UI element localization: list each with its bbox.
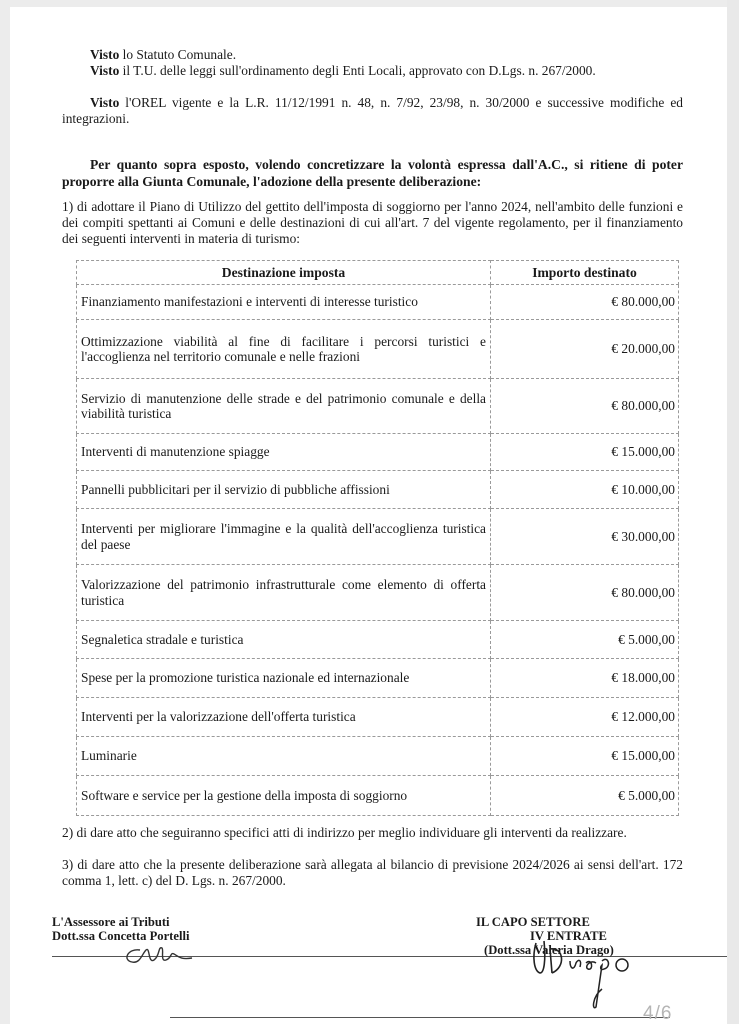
destination-table bbox=[76, 260, 679, 816]
table-row bbox=[77, 776, 679, 816]
table-row bbox=[77, 565, 679, 621]
row-amount: € 12.000,00 bbox=[491, 698, 679, 737]
row-destination: Pannelli pubblicitari per il servizio di pubbliche affissioni bbox=[77, 471, 491, 509]
point-2: 2) di dare atto che seguiranno specifici atti di indirizzo per meglio individuare gli interventi da realizzare. bbox=[62, 825, 627, 840]
table-row bbox=[77, 509, 679, 565]
row-amount: € 15.000,00 bbox=[491, 737, 679, 776]
handwritten-signature-left bbox=[120, 942, 200, 972]
row-destination: Ottimizzazione viabilità al fine di facilitare i percorsi turistici e l'accoglienza nel territorio comunale e nelle frazioni bbox=[77, 320, 491, 379]
row-amount: € 20.000,00 bbox=[491, 320, 679, 379]
page-indicator: 4/6 bbox=[643, 1003, 673, 1024]
row-destination: Interventi per migliorare l'immagine e la qualità dell'accoglienza turistica del paese bbox=[77, 509, 491, 565]
row-amount: € 30.000,00 bbox=[491, 509, 679, 565]
premise-statuto: Visto lo Statuto Comunale. bbox=[90, 47, 237, 62]
premise-orel: Visto l'OREL vigente e la L.R. 11/12/1991 n. 48, n. 7/92, 23/98, n. 30/2000 e successive modifiche ed integrazioni. bbox=[62, 95, 683, 126]
row-amount: € 15.000,00 bbox=[491, 434, 679, 471]
row-amount: € 80.000,00 bbox=[491, 285, 679, 320]
header-destination: Destinazione imposta bbox=[77, 261, 491, 285]
table-header-row bbox=[77, 261, 679, 285]
row-amount: € 10.000,00 bbox=[491, 471, 679, 509]
point-1: 1) di adottare il Piano di Utilizzo del gettito dell'imposta di soggiorno per l'anno 2024, nell'ambito delle funzioni e dei compiti spettanti ai Comuni e delle destinazioni di cui all'art. 7 del vigente regolamento, per il finanziamento dei seguenti interventi in materia di turismo: bbox=[62, 199, 683, 246]
row-amount: € 18.000,00 bbox=[491, 659, 679, 698]
table-row bbox=[77, 698, 679, 737]
row-destination: Interventi per la valorizzazione dell'offerta turistica bbox=[77, 698, 491, 737]
signature-block-left bbox=[52, 915, 189, 943]
table-row bbox=[77, 471, 679, 509]
handwritten-signature-right bbox=[530, 937, 640, 1017]
row-destination: Finanziamento manifestazioni e interventi di interesse turistico bbox=[77, 285, 491, 320]
document-page bbox=[10, 7, 727, 1024]
signature-line-lower bbox=[170, 1017, 670, 1018]
table-row bbox=[77, 621, 679, 659]
table-row bbox=[77, 379, 679, 434]
table-row bbox=[77, 737, 679, 776]
table-row bbox=[77, 434, 679, 471]
row-destination: Luminarie bbox=[77, 737, 491, 776]
header-amount: Importo destinato bbox=[491, 261, 679, 285]
row-amount: € 5.000,00 bbox=[491, 621, 679, 659]
table-row bbox=[77, 320, 679, 379]
point-3: 3) di dare atto che la presente deliberazione sarà allegata al bilancio di previsione 2024/2026 ai sensi dell'art. 172 comma 1, lett. c) del D. Lgs. n. 267/2000. bbox=[62, 857, 683, 888]
signer-right-department: IV ENTRATE bbox=[530, 929, 607, 943]
row-amount: € 80.000,00 bbox=[491, 565, 679, 621]
row-amount: € 80.000,00 bbox=[491, 379, 679, 434]
viewer-scrollbar[interactable] bbox=[727, 0, 739, 1024]
table-row bbox=[77, 659, 679, 698]
signer-right-name: (Dott.ssa Valeria Drago) bbox=[484, 943, 614, 957]
row-destination: Valorizzazione del patrimonio infrastrutturale come elemento di offerta turistica bbox=[77, 565, 491, 621]
row-destination: Software e service per la gestione della imposta di soggiorno bbox=[77, 776, 491, 816]
row-destination: Spese per la promozione turistica nazionale ed internazionale bbox=[77, 659, 491, 698]
signer-right-title: IL CAPO SETTORE bbox=[476, 915, 590, 929]
signer-left-name: Dott.ssa Concetta Portelli bbox=[52, 929, 190, 943]
row-destination: Interventi di manutenzione spiagge bbox=[77, 434, 491, 471]
row-amount: € 5.000,00 bbox=[491, 776, 679, 816]
row-destination: Servizio di manutenzione delle strade e del patrimonio comunale e della viabilità turistica bbox=[77, 379, 491, 434]
table-row bbox=[77, 285, 679, 320]
row-destination: Segnaletica stradale e turistica bbox=[77, 621, 491, 659]
premise-tu-enti-locali: Visto il T.U. delle leggi sull'ordinamento degli Enti Locali, approvato con D.Lgs. n. 267/2000. bbox=[90, 63, 596, 78]
signer-left-title: L'Assessore ai Tributi bbox=[52, 915, 170, 929]
proposal-intro: Per quanto sopra esposto, volendo concretizzare la volontà espressa dall'A.C., si ritiene di poter proporre alla Giunta Comunale, l'adozione della presente deliberazione: bbox=[62, 157, 683, 189]
